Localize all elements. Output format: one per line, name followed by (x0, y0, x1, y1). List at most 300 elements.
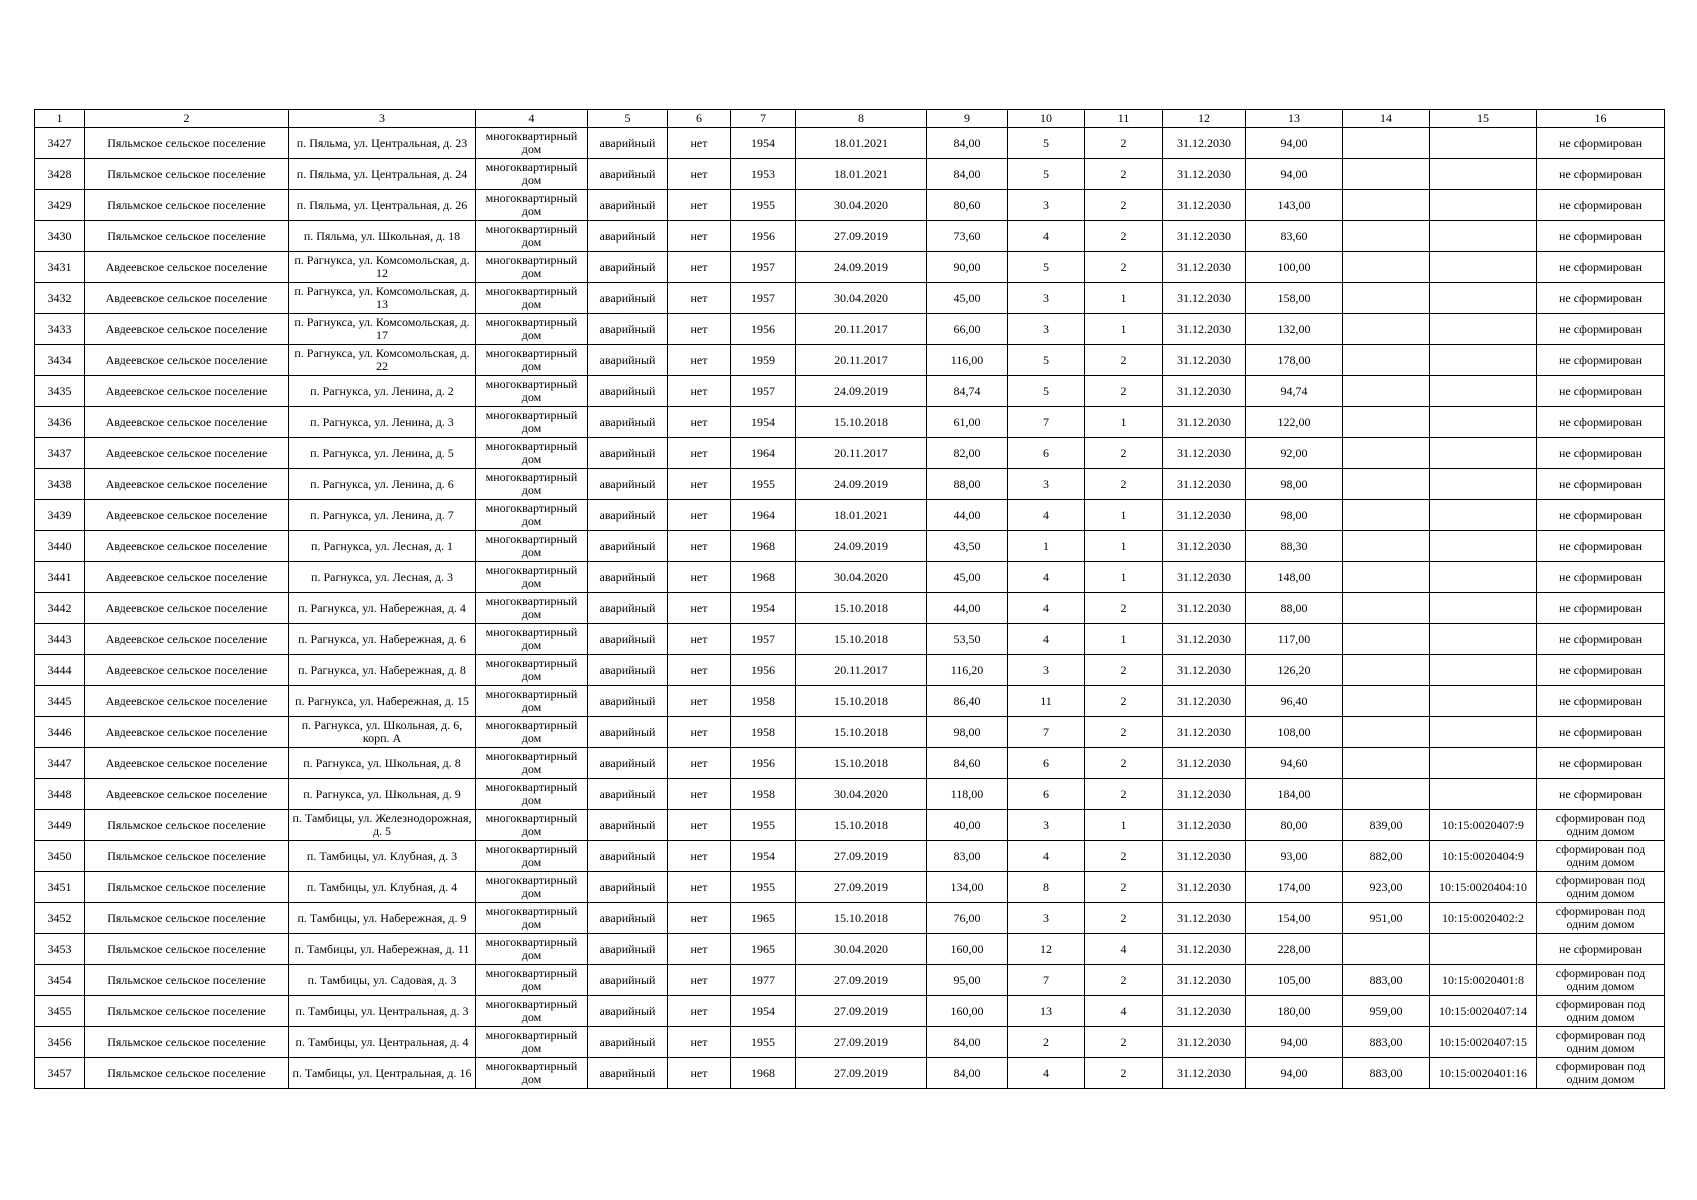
cell-residents: 6 (1008, 438, 1085, 469)
cell-cadastral-number: 10:15:0020401:16 (1430, 1058, 1537, 1089)
cell-total-area: 174,00 (1246, 872, 1343, 903)
table-row (35, 779, 1665, 810)
cell-cadastral-number: 10:15:0020407:15 (1430, 1027, 1537, 1058)
cell-settlement: Авдеевское сельское поселение (85, 469, 289, 500)
cell-year-built: 1954 (731, 128, 796, 159)
cell-year-built: 1968 (731, 1058, 796, 1089)
table-row (35, 996, 1665, 1027)
cell-cadastral-number: 10:15:0020404:10 (1430, 872, 1537, 903)
cell-total-area: 92,00 (1246, 438, 1343, 469)
cell-address: п. Рагнукса, ул. Комсомольская, д. 17 (289, 314, 476, 345)
cell-area: 116,00 (927, 345, 1008, 376)
table-row (35, 469, 1665, 500)
cell-recognition-date: 30.04.2020 (796, 562, 927, 593)
cell-relocation-date: 31.12.2030 (1163, 593, 1246, 624)
cell-relocation-date: 31.12.2030 (1163, 221, 1246, 252)
cell-land-status: не сформирован (1537, 531, 1665, 562)
cell-year-built: 1953 (731, 159, 796, 190)
cell-address: п. Тамбицы, ул. Набережная, д. 11 (289, 934, 476, 965)
cell-building-type: многоквартирный дом (476, 624, 588, 655)
cell-settlement: Авдеевское сельское поселение (85, 717, 289, 748)
cell-total-area: 178,00 (1246, 345, 1343, 376)
cell-land-area (1343, 717, 1430, 748)
column-header-4: 4 (476, 110, 588, 128)
cell-settlement: Авдеевское сельское поселение (85, 686, 289, 717)
cell-row-number: 3449 (35, 810, 85, 841)
cell-row-number: 3442 (35, 593, 85, 624)
cell-apartments: 1 (1085, 810, 1163, 841)
cell-residents: 13 (1008, 996, 1085, 1027)
cell-cadastral-number (1430, 562, 1537, 593)
cell-residents: 3 (1008, 810, 1085, 841)
cell-address: п. Пяльма, ул. Центральная, д. 26 (289, 190, 476, 221)
table-row (35, 190, 1665, 221)
cell-condition: аварийный (588, 717, 668, 748)
cell-land-status: не сформирован (1537, 717, 1665, 748)
cell-relocation-date: 31.12.2030 (1163, 686, 1246, 717)
cell-residents: 3 (1008, 314, 1085, 345)
cell-relocation-date: 31.12.2030 (1163, 965, 1246, 996)
table-row (35, 407, 1665, 438)
cell-area: 76,00 (927, 903, 1008, 934)
cell-apartments: 2 (1085, 965, 1163, 996)
cell-cadastral-number (1430, 221, 1537, 252)
cell-cadastral-number (1430, 469, 1537, 500)
cell-condition: аварийный (588, 655, 668, 686)
cell-residents: 4 (1008, 221, 1085, 252)
cell-relocation-date: 31.12.2030 (1163, 190, 1246, 221)
cell-total-area: 126,20 (1246, 655, 1343, 686)
table-row (35, 252, 1665, 283)
cell-total-area: 108,00 (1246, 717, 1343, 748)
cell-condition: аварийный (588, 314, 668, 345)
cell-relocation-date: 31.12.2030 (1163, 159, 1246, 190)
cell-apartments: 2 (1085, 438, 1163, 469)
cell-recognition-date: 15.10.2018 (796, 593, 927, 624)
cell-land-status: не сформирован (1537, 748, 1665, 779)
cell-area: 88,00 (927, 469, 1008, 500)
cell-settlement: Авдеевское сельское поселение (85, 593, 289, 624)
cell-area: 84,74 (927, 376, 1008, 407)
cell-residents: 4 (1008, 593, 1085, 624)
table-row (35, 1027, 1665, 1058)
cell-condition: аварийный (588, 221, 668, 252)
cell-residents: 3 (1008, 283, 1085, 314)
cell-area: 134,00 (927, 872, 1008, 903)
cell-total-area: 94,00 (1246, 128, 1343, 159)
cell-year-built: 1957 (731, 624, 796, 655)
cell-land-area (1343, 407, 1430, 438)
cell-flag: нет (668, 469, 731, 500)
column-header-5: 5 (588, 110, 668, 128)
cell-land-area (1343, 624, 1430, 655)
cell-flag: нет (668, 872, 731, 903)
cell-row-number: 3456 (35, 1027, 85, 1058)
cell-land-area: 839,00 (1343, 810, 1430, 841)
cell-year-built: 1957 (731, 283, 796, 314)
cell-area: 66,00 (927, 314, 1008, 345)
cell-relocation-date: 31.12.2030 (1163, 903, 1246, 934)
cell-year-built: 1957 (731, 252, 796, 283)
cell-cadastral-number (1430, 128, 1537, 159)
cell-area: 160,00 (927, 934, 1008, 965)
cell-flag: нет (668, 686, 731, 717)
cell-year-built: 1959 (731, 345, 796, 376)
column-header-1: 1 (35, 110, 85, 128)
housing-table (34, 109, 1665, 1089)
cell-recognition-date: 15.10.2018 (796, 686, 927, 717)
cell-apartments: 2 (1085, 872, 1163, 903)
cell-flag: нет (668, 624, 731, 655)
cell-residents: 3 (1008, 190, 1085, 221)
cell-cadastral-number (1430, 779, 1537, 810)
cell-apartments: 2 (1085, 221, 1163, 252)
cell-settlement: Авдеевское сельское поселение (85, 345, 289, 376)
cell-area: 43,50 (927, 531, 1008, 562)
cell-address: п. Рагнукса, ул. Школьная, д. 6, корп. А (289, 717, 476, 748)
cell-land-area (1343, 128, 1430, 159)
cell-land-area: 882,00 (1343, 841, 1430, 872)
table-row (35, 965, 1665, 996)
cell-settlement: Авдеевское сельское поселение (85, 283, 289, 314)
cell-building-type: многоквартирный дом (476, 810, 588, 841)
cell-cadastral-number (1430, 655, 1537, 686)
cell-flag: нет (668, 283, 731, 314)
cell-total-area: 184,00 (1246, 779, 1343, 810)
column-header-15: 15 (1430, 110, 1537, 128)
cell-year-built: 1968 (731, 562, 796, 593)
cell-land-status: не сформирован (1537, 562, 1665, 593)
cell-address: п. Тамбицы, ул. Железнодорожная, д. 5 (289, 810, 476, 841)
column-header-3: 3 (289, 110, 476, 128)
cell-relocation-date: 31.12.2030 (1163, 407, 1246, 438)
cell-residents: 4 (1008, 1058, 1085, 1089)
cell-settlement: Авдеевское сельское поселение (85, 500, 289, 531)
header-row (35, 110, 1665, 128)
cell-residents: 5 (1008, 345, 1085, 376)
cell-year-built: 1955 (731, 810, 796, 841)
cell-cadastral-number (1430, 314, 1537, 345)
cell-condition: аварийный (588, 965, 668, 996)
table-row (35, 562, 1665, 593)
cell-year-built: 1955 (731, 469, 796, 500)
cell-area: 53,50 (927, 624, 1008, 655)
cell-area: 82,00 (927, 438, 1008, 469)
cell-row-number: 3428 (35, 159, 85, 190)
cell-settlement: Пяльмское сельское поселение (85, 903, 289, 934)
cell-recognition-date: 30.04.2020 (796, 934, 927, 965)
cell-residents: 3 (1008, 469, 1085, 500)
cell-apartments: 4 (1085, 934, 1163, 965)
cell-residents: 3 (1008, 655, 1085, 686)
cell-area: 83,00 (927, 841, 1008, 872)
cell-apartments: 1 (1085, 531, 1163, 562)
cell-area: 95,00 (927, 965, 1008, 996)
cell-year-built: 1955 (731, 872, 796, 903)
cell-row-number: 3447 (35, 748, 85, 779)
cell-building-type: многоквартирный дом (476, 438, 588, 469)
cell-apartments: 2 (1085, 748, 1163, 779)
cell-apartments: 2 (1085, 128, 1163, 159)
cell-area: 80,60 (927, 190, 1008, 221)
table-row (35, 531, 1665, 562)
cell-recognition-date: 20.11.2017 (796, 345, 927, 376)
cell-address: п. Рагнукса, ул. Ленина, д. 2 (289, 376, 476, 407)
cell-flag: нет (668, 717, 731, 748)
cell-relocation-date: 31.12.2030 (1163, 562, 1246, 593)
cell-relocation-date: 31.12.2030 (1163, 872, 1246, 903)
cell-year-built: 1958 (731, 779, 796, 810)
cell-settlement: Авдеевское сельское поселение (85, 748, 289, 779)
cell-recognition-date: 27.09.2019 (796, 872, 927, 903)
cell-flag: нет (668, 438, 731, 469)
cell-row-number: 3435 (35, 376, 85, 407)
cell-residents: 6 (1008, 779, 1085, 810)
cell-building-type: многоквартирный дом (476, 345, 588, 376)
cell-area: 40,00 (927, 810, 1008, 841)
cell-address: п. Рагнукса, ул. Ленина, д. 6 (289, 469, 476, 500)
cell-land-status: не сформирован (1537, 500, 1665, 531)
cell-building-type: многоквартирный дом (476, 934, 588, 965)
cell-settlement: Пяльмское сельское поселение (85, 1058, 289, 1089)
cell-row-number: 3446 (35, 717, 85, 748)
cell-area: 160,00 (927, 996, 1008, 1027)
cell-year-built: 1958 (731, 717, 796, 748)
cell-land-status: не сформирован (1537, 221, 1665, 252)
cell-cadastral-number (1430, 531, 1537, 562)
cell-apartments: 2 (1085, 252, 1163, 283)
cell-settlement: Пяльмское сельское поселение (85, 872, 289, 903)
cell-flag: нет (668, 407, 731, 438)
cell-building-type: многоквартирный дом (476, 593, 588, 624)
cell-relocation-date: 31.12.2030 (1163, 1058, 1246, 1089)
cell-row-number: 3438 (35, 469, 85, 500)
cell-recognition-date: 27.09.2019 (796, 1027, 927, 1058)
cell-relocation-date: 31.12.2030 (1163, 748, 1246, 779)
cell-building-type: многоквартирный дом (476, 190, 588, 221)
cell-residents: 3 (1008, 903, 1085, 934)
table-row (35, 624, 1665, 655)
cell-condition: аварийный (588, 407, 668, 438)
cell-relocation-date: 31.12.2030 (1163, 283, 1246, 314)
cell-condition: аварийный (588, 190, 668, 221)
cell-flag: нет (668, 748, 731, 779)
column-header-8: 8 (796, 110, 927, 128)
cell-apartments: 2 (1085, 1058, 1163, 1089)
cell-land-status: не сформирован (1537, 252, 1665, 283)
cell-building-type: многоквартирный дом (476, 779, 588, 810)
cell-condition: аварийный (588, 841, 668, 872)
cell-year-built: 1968 (731, 531, 796, 562)
cell-recognition-date: 24.09.2019 (796, 252, 927, 283)
cell-condition: аварийный (588, 779, 668, 810)
table-body (35, 110, 1665, 1089)
cell-land-area (1343, 376, 1430, 407)
cell-row-number: 3455 (35, 996, 85, 1027)
cell-building-type: многоквартирный дом (476, 717, 588, 748)
cell-land-status: сформирован под одним домом (1537, 965, 1665, 996)
cell-settlement: Пяльмское сельское поселение (85, 810, 289, 841)
cell-row-number: 3437 (35, 438, 85, 469)
cell-land-status: не сформирован (1537, 314, 1665, 345)
cell-building-type: многоквартирный дом (476, 376, 588, 407)
cell-relocation-date: 31.12.2030 (1163, 717, 1246, 748)
cell-land-area (1343, 562, 1430, 593)
cell-row-number: 3429 (35, 190, 85, 221)
cell-land-status: сформирован под одним домом (1537, 872, 1665, 903)
cell-recognition-date: 18.01.2021 (796, 500, 927, 531)
cell-relocation-date: 31.12.2030 (1163, 128, 1246, 159)
table-row (35, 159, 1665, 190)
cell-area: 86,40 (927, 686, 1008, 717)
cell-settlement: Авдеевское сельское поселение (85, 252, 289, 283)
table-row (35, 376, 1665, 407)
cell-recognition-date: 15.10.2018 (796, 903, 927, 934)
cell-land-area (1343, 593, 1430, 624)
table-row (35, 903, 1665, 934)
cell-land-area (1343, 779, 1430, 810)
cell-row-number: 3432 (35, 283, 85, 314)
cell-residents: 7 (1008, 407, 1085, 438)
cell-land-status: не сформирован (1537, 438, 1665, 469)
cell-cadastral-number (1430, 252, 1537, 283)
cell-land-status: не сформирован (1537, 345, 1665, 376)
cell-settlement: Авдеевское сельское поселение (85, 562, 289, 593)
cell-total-area: 94,60 (1246, 748, 1343, 779)
cell-residents: 4 (1008, 624, 1085, 655)
cell-flag: нет (668, 903, 731, 934)
cell-total-area: 158,00 (1246, 283, 1343, 314)
cell-flag: нет (668, 996, 731, 1027)
cell-address: п. Рагнукса, ул. Набережная, д. 4 (289, 593, 476, 624)
cell-land-status: сформирован под одним домом (1537, 996, 1665, 1027)
cell-condition: аварийный (588, 376, 668, 407)
column-header-12: 12 (1163, 110, 1246, 128)
cell-condition: аварийный (588, 128, 668, 159)
cell-settlement: Пяльмское сельское поселение (85, 841, 289, 872)
cell-settlement: Авдеевское сельское поселение (85, 376, 289, 407)
cell-total-area: 132,00 (1246, 314, 1343, 345)
cell-residents: 6 (1008, 748, 1085, 779)
cell-condition: аварийный (588, 1027, 668, 1058)
cell-total-area: 100,00 (1246, 252, 1343, 283)
cell-flag: нет (668, 562, 731, 593)
cell-relocation-date: 31.12.2030 (1163, 1027, 1246, 1058)
cell-land-status: не сформирован (1537, 283, 1665, 314)
cell-condition: аварийный (588, 159, 668, 190)
cell-land-area (1343, 531, 1430, 562)
cell-recognition-date: 30.04.2020 (796, 190, 927, 221)
cell-year-built: 1955 (731, 190, 796, 221)
cell-total-area: 122,00 (1246, 407, 1343, 438)
cell-flag: нет (668, 345, 731, 376)
cell-relocation-date: 31.12.2030 (1163, 934, 1246, 965)
cell-land-area (1343, 748, 1430, 779)
cell-total-area: 88,30 (1246, 531, 1343, 562)
cell-year-built: 1955 (731, 1027, 796, 1058)
cell-land-area (1343, 190, 1430, 221)
cell-relocation-date: 31.12.2030 (1163, 810, 1246, 841)
cell-flag: нет (668, 593, 731, 624)
cell-condition: аварийный (588, 996, 668, 1027)
cell-address: п. Тамбицы, ул. Клубная, д. 3 (289, 841, 476, 872)
cell-condition: аварийный (588, 438, 668, 469)
cell-settlement: Пяльмское сельское поселение (85, 1027, 289, 1058)
cell-apartments: 2 (1085, 376, 1163, 407)
cell-recognition-date: 15.10.2018 (796, 624, 927, 655)
cell-flag: нет (668, 965, 731, 996)
cell-row-number: 3433 (35, 314, 85, 345)
cell-building-type: многоквартирный дом (476, 500, 588, 531)
cell-condition: аварийный (588, 748, 668, 779)
cell-land-area (1343, 221, 1430, 252)
cell-land-status: не сформирован (1537, 934, 1665, 965)
cell-total-area: 117,00 (1246, 624, 1343, 655)
cell-settlement: Пяльмское сельское поселение (85, 159, 289, 190)
cell-address: п. Пяльма, ул. Школьная, д. 18 (289, 221, 476, 252)
cell-address: п. Тамбицы, ул. Центральная, д. 4 (289, 1027, 476, 1058)
cell-address: п. Тамбицы, ул. Клубная, д. 4 (289, 872, 476, 903)
cell-building-type: многоквартирный дом (476, 407, 588, 438)
cell-cadastral-number (1430, 686, 1537, 717)
cell-flag: нет (668, 779, 731, 810)
cell-building-type: многоквартирный дом (476, 748, 588, 779)
cell-flag: нет (668, 934, 731, 965)
cell-flag: нет (668, 1058, 731, 1089)
cell-year-built: 1956 (731, 748, 796, 779)
column-header-2: 2 (85, 110, 289, 128)
cell-recognition-date: 24.09.2019 (796, 376, 927, 407)
cell-cadastral-number (1430, 748, 1537, 779)
cell-apartments: 2 (1085, 903, 1163, 934)
cell-land-status: не сформирован (1537, 128, 1665, 159)
cell-condition: аварийный (588, 1058, 668, 1089)
table-row (35, 283, 1665, 314)
cell-row-number: 3440 (35, 531, 85, 562)
cell-building-type: многоквартирный дом (476, 252, 588, 283)
cell-land-area (1343, 314, 1430, 345)
cell-year-built: 1964 (731, 438, 796, 469)
cell-total-area: 80,00 (1246, 810, 1343, 841)
cell-relocation-date: 31.12.2030 (1163, 500, 1246, 531)
cell-address: п. Тамбицы, ул. Садовая, д. 3 (289, 965, 476, 996)
cell-total-area: 154,00 (1246, 903, 1343, 934)
cell-settlement: Пяльмское сельское поселение (85, 996, 289, 1027)
cell-flag: нет (668, 376, 731, 407)
cell-relocation-date: 31.12.2030 (1163, 376, 1246, 407)
cell-recognition-date: 27.09.2019 (796, 1058, 927, 1089)
cell-relocation-date: 31.12.2030 (1163, 531, 1246, 562)
cell-recognition-date: 20.11.2017 (796, 438, 927, 469)
cell-year-built: 1954 (731, 593, 796, 624)
cell-building-type: многоквартирный дом (476, 562, 588, 593)
cell-apartments: 2 (1085, 655, 1163, 686)
column-header-9: 9 (927, 110, 1008, 128)
cell-row-number: 3444 (35, 655, 85, 686)
cell-residents: 5 (1008, 252, 1085, 283)
cell-settlement: Авдеевское сельское поселение (85, 624, 289, 655)
cell-building-type: многоквартирный дом (476, 1058, 588, 1089)
cell-total-area: 180,00 (1246, 996, 1343, 1027)
cell-total-area: 88,00 (1246, 593, 1343, 624)
cell-recognition-date: 15.10.2018 (796, 748, 927, 779)
cell-land-area: 951,00 (1343, 903, 1430, 934)
cell-address: п. Пяльма, ул. Центральная, д. 24 (289, 159, 476, 190)
cell-row-number: 3434 (35, 345, 85, 376)
cell-land-status: не сформирован (1537, 376, 1665, 407)
cell-total-area: 93,00 (1246, 841, 1343, 872)
table-row (35, 841, 1665, 872)
